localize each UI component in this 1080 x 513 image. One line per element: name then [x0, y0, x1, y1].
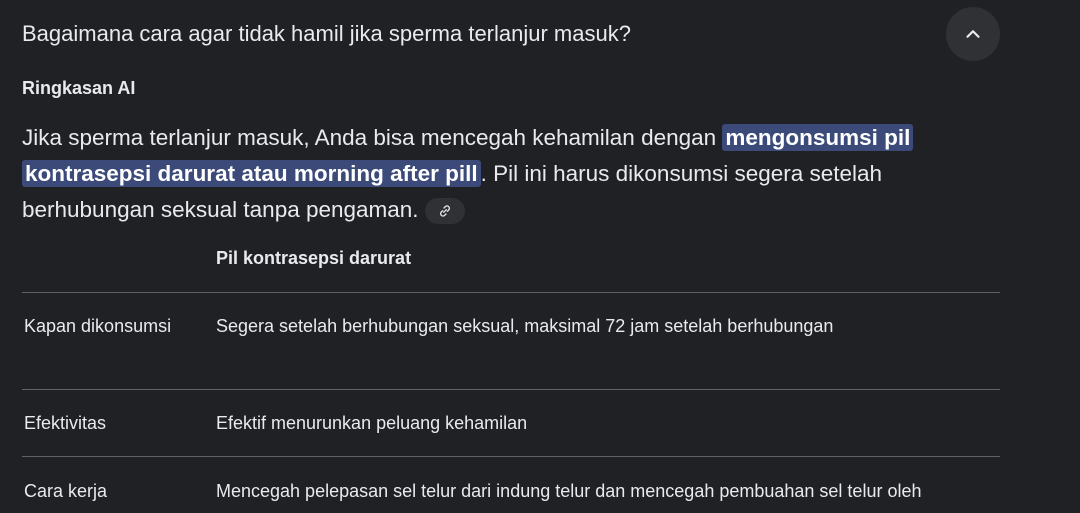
chevron-up-icon [962, 23, 984, 45]
question-heading: Bagaimana cara agar tidak hamil jika sperma terlanjur masuk? [22, 21, 631, 46]
summary-highlight[interactable]: mengonsumsi pil kontrasepsi darurat atau morning after pill [22, 124, 913, 187]
row-value: Efektif menurunkan peluang kehamilan [216, 413, 528, 433]
table-row [22, 390, 1000, 457]
table-row [22, 293, 1000, 390]
row-label: Efektivitas [24, 413, 107, 433]
row-label: Kapan dikonsumsi [24, 316, 172, 336]
ai-summary-label: Ringkasan AI [22, 78, 136, 98]
row-label: Cara kerja [24, 481, 108, 501]
link-icon [437, 203, 453, 219]
source-link-button[interactable] [425, 198, 465, 224]
summary-text-before: Jika sperma terlanjur masuk, Anda bisa mencegah kehamilan dengan [22, 125, 723, 150]
summary-paragraph [22, 120, 982, 228]
table-header [22, 240, 1000, 293]
comparison-table [22, 240, 1000, 513]
row-value: Segera setelah berhubungan seksual, maksimal 72 jam setelah berhubungan [216, 316, 834, 336]
column-header: Pil kontrasepsi darurat [216, 248, 412, 268]
table-row [22, 457, 1000, 513]
collapse-button[interactable] [946, 7, 1000, 61]
summary-text-after: . Pil ini harus dikonsumsi segera setelah berhubungan seksual tanpa pengaman. [22, 161, 883, 222]
row-value: Mencegah pelepasan sel telur dari indung telur dan mencegah pembuahan sel telur oleh [216, 481, 922, 501]
